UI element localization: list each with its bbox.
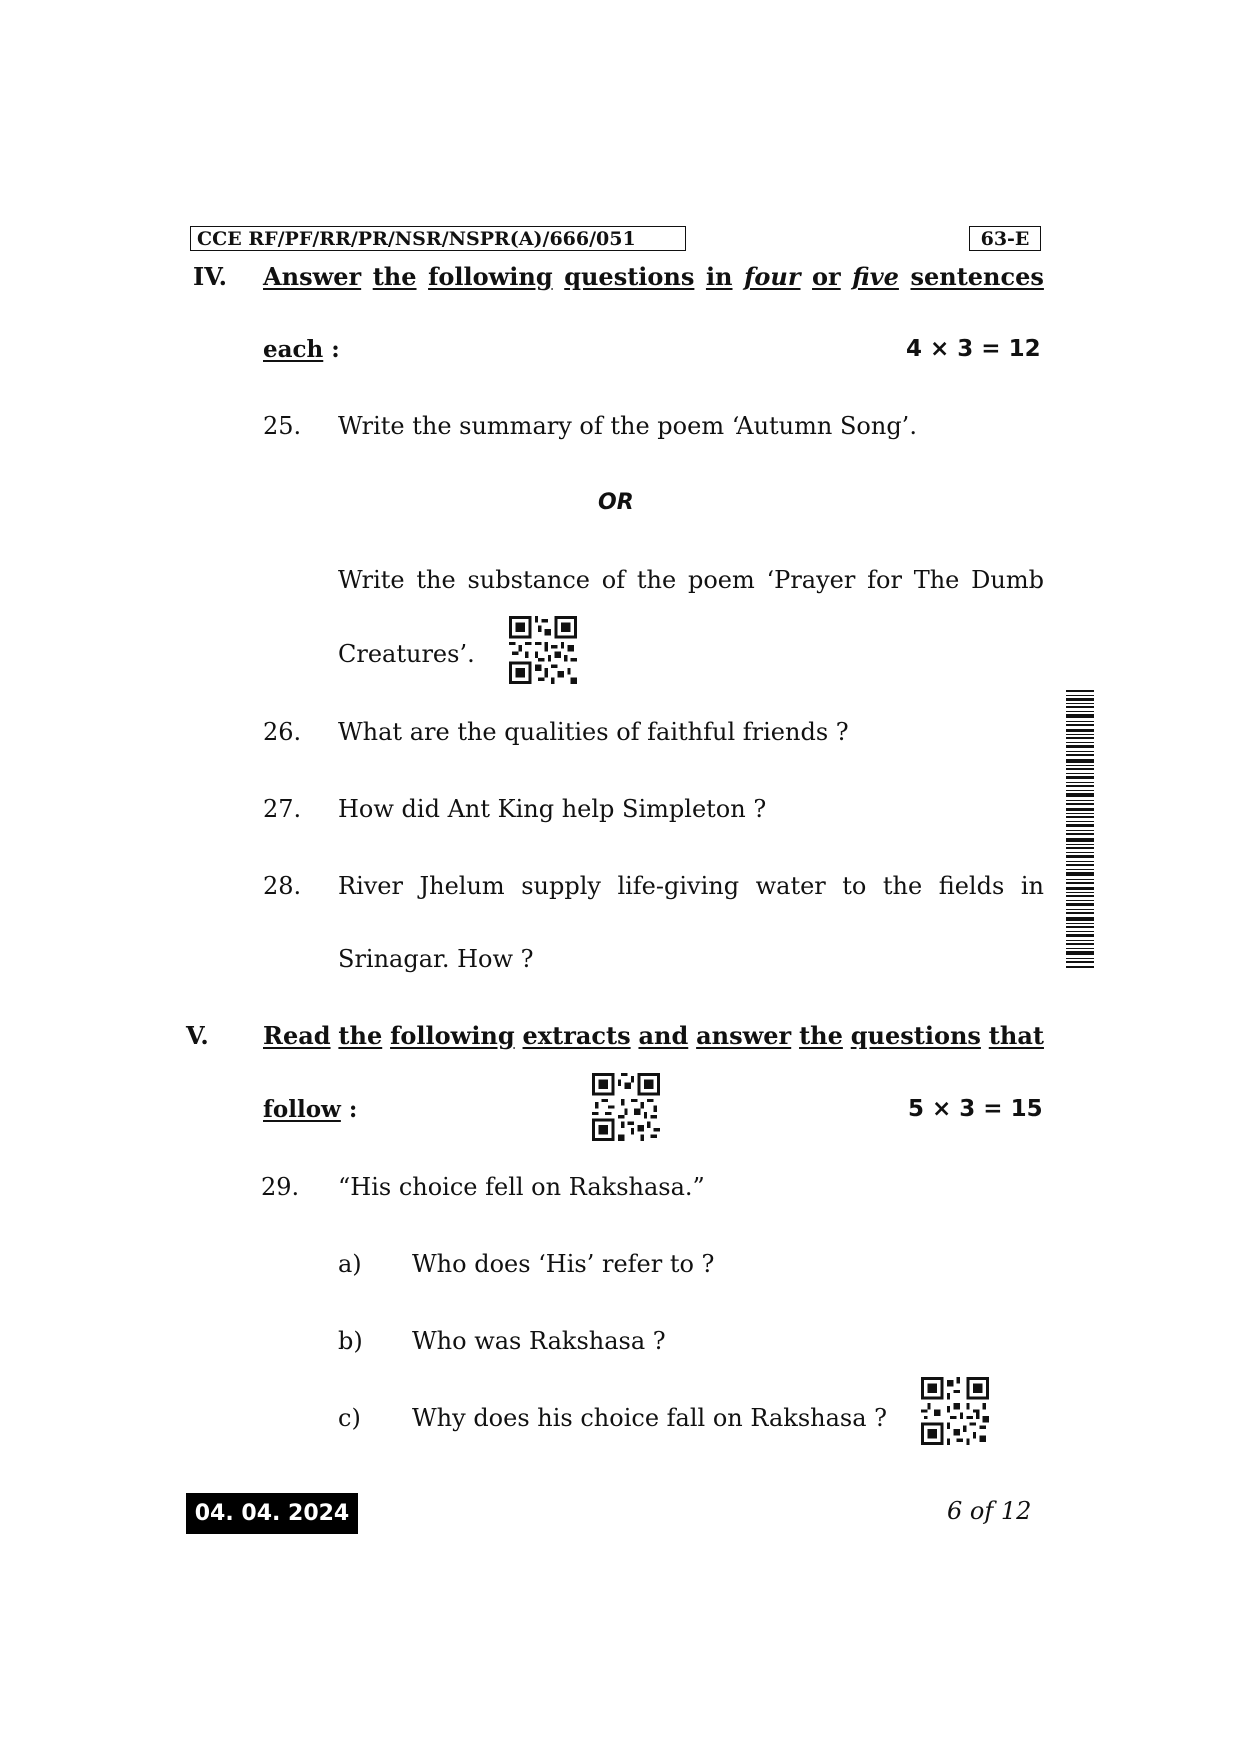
section-iv-heading (263, 262, 1044, 291)
heading-word: Read (263, 1021, 331, 1050)
alt-question-cont: Creatures’. (338, 640, 475, 668)
heading-word: in (705, 262, 733, 291)
heading-word: questions (850, 1021, 981, 1050)
question-text: Write the summary of the poem ‘Autumn Song’. (338, 412, 917, 440)
heading-word: following (390, 1021, 515, 1050)
section-v-number: V. (186, 1021, 209, 1050)
heading-word: the (338, 1021, 383, 1050)
subpart-label: a) (338, 1250, 362, 1278)
question-number: 28. (263, 872, 302, 900)
qr-code-icon (921, 1377, 989, 1445)
heading-word: five (852, 262, 899, 291)
heading-word: extracts (522, 1021, 631, 1050)
qr-code-icon (592, 1073, 660, 1141)
heading-word: four (744, 262, 801, 291)
question-text-cont: Srinagar. How ? (338, 945, 534, 973)
question-number: 26. (263, 718, 302, 746)
question-text: What are the qualities of faithful friends ? (338, 718, 849, 746)
heading-word: and (638, 1021, 689, 1050)
section-iv-heading-cont: each : (263, 336, 340, 363)
section-iv-number: IV. (193, 262, 228, 291)
section-v-marks: 5 × 3 = 15 (908, 1096, 1043, 1122)
heading-word: the (372, 262, 417, 291)
question-text: “His choice fell on Rakshasa.” (338, 1173, 705, 1201)
section-v-heading-cont: follow : (263, 1096, 358, 1123)
section-iv-marks: 4 × 3 = 12 (906, 336, 1041, 362)
heading-word: answer (696, 1021, 792, 1050)
heading-word: that (988, 1021, 1044, 1050)
question-number: 25. (263, 412, 302, 440)
alt-question-text: Write the substance of the poem ‘Prayer for The Dumb (338, 566, 1044, 594)
barcode-icon (1066, 690, 1094, 970)
question-text: River Jhelum supply life-giving water to the fields in (338, 872, 1044, 900)
or-label: OR (598, 490, 634, 515)
paper-code: CCE RF/PF/RR/PR/NSR/NSPR(A)/666/051 (190, 226, 686, 251)
subpart-label: b) (338, 1327, 363, 1355)
subpart-text: Who does ‘His’ refer to ? (412, 1250, 715, 1278)
heading-word: the (799, 1021, 843, 1050)
exam-date: 04. 04. 2024 (186, 1493, 358, 1534)
subpart-label: c) (338, 1404, 361, 1432)
question-text: How did Ant King help Simpleton ? (338, 795, 767, 823)
question-number: 27. (263, 795, 302, 823)
heading-word: sentences (910, 262, 1044, 291)
heading-word: following (428, 262, 553, 291)
heading-word: questions (564, 262, 695, 291)
heading-word: Answer (263, 262, 362, 291)
subpart-text: Who was Rakshasa ? (412, 1327, 666, 1355)
question-number: 29. (261, 1173, 300, 1201)
question-code: 63-E (969, 226, 1041, 251)
subpart-text: Why does his choice fall on Rakshasa ? (412, 1404, 888, 1432)
qr-code-icon (509, 616, 577, 684)
heading-word: or (812, 262, 841, 291)
section-v-heading (263, 1021, 1044, 1050)
page-number: 6 of 12 (947, 1497, 1032, 1525)
